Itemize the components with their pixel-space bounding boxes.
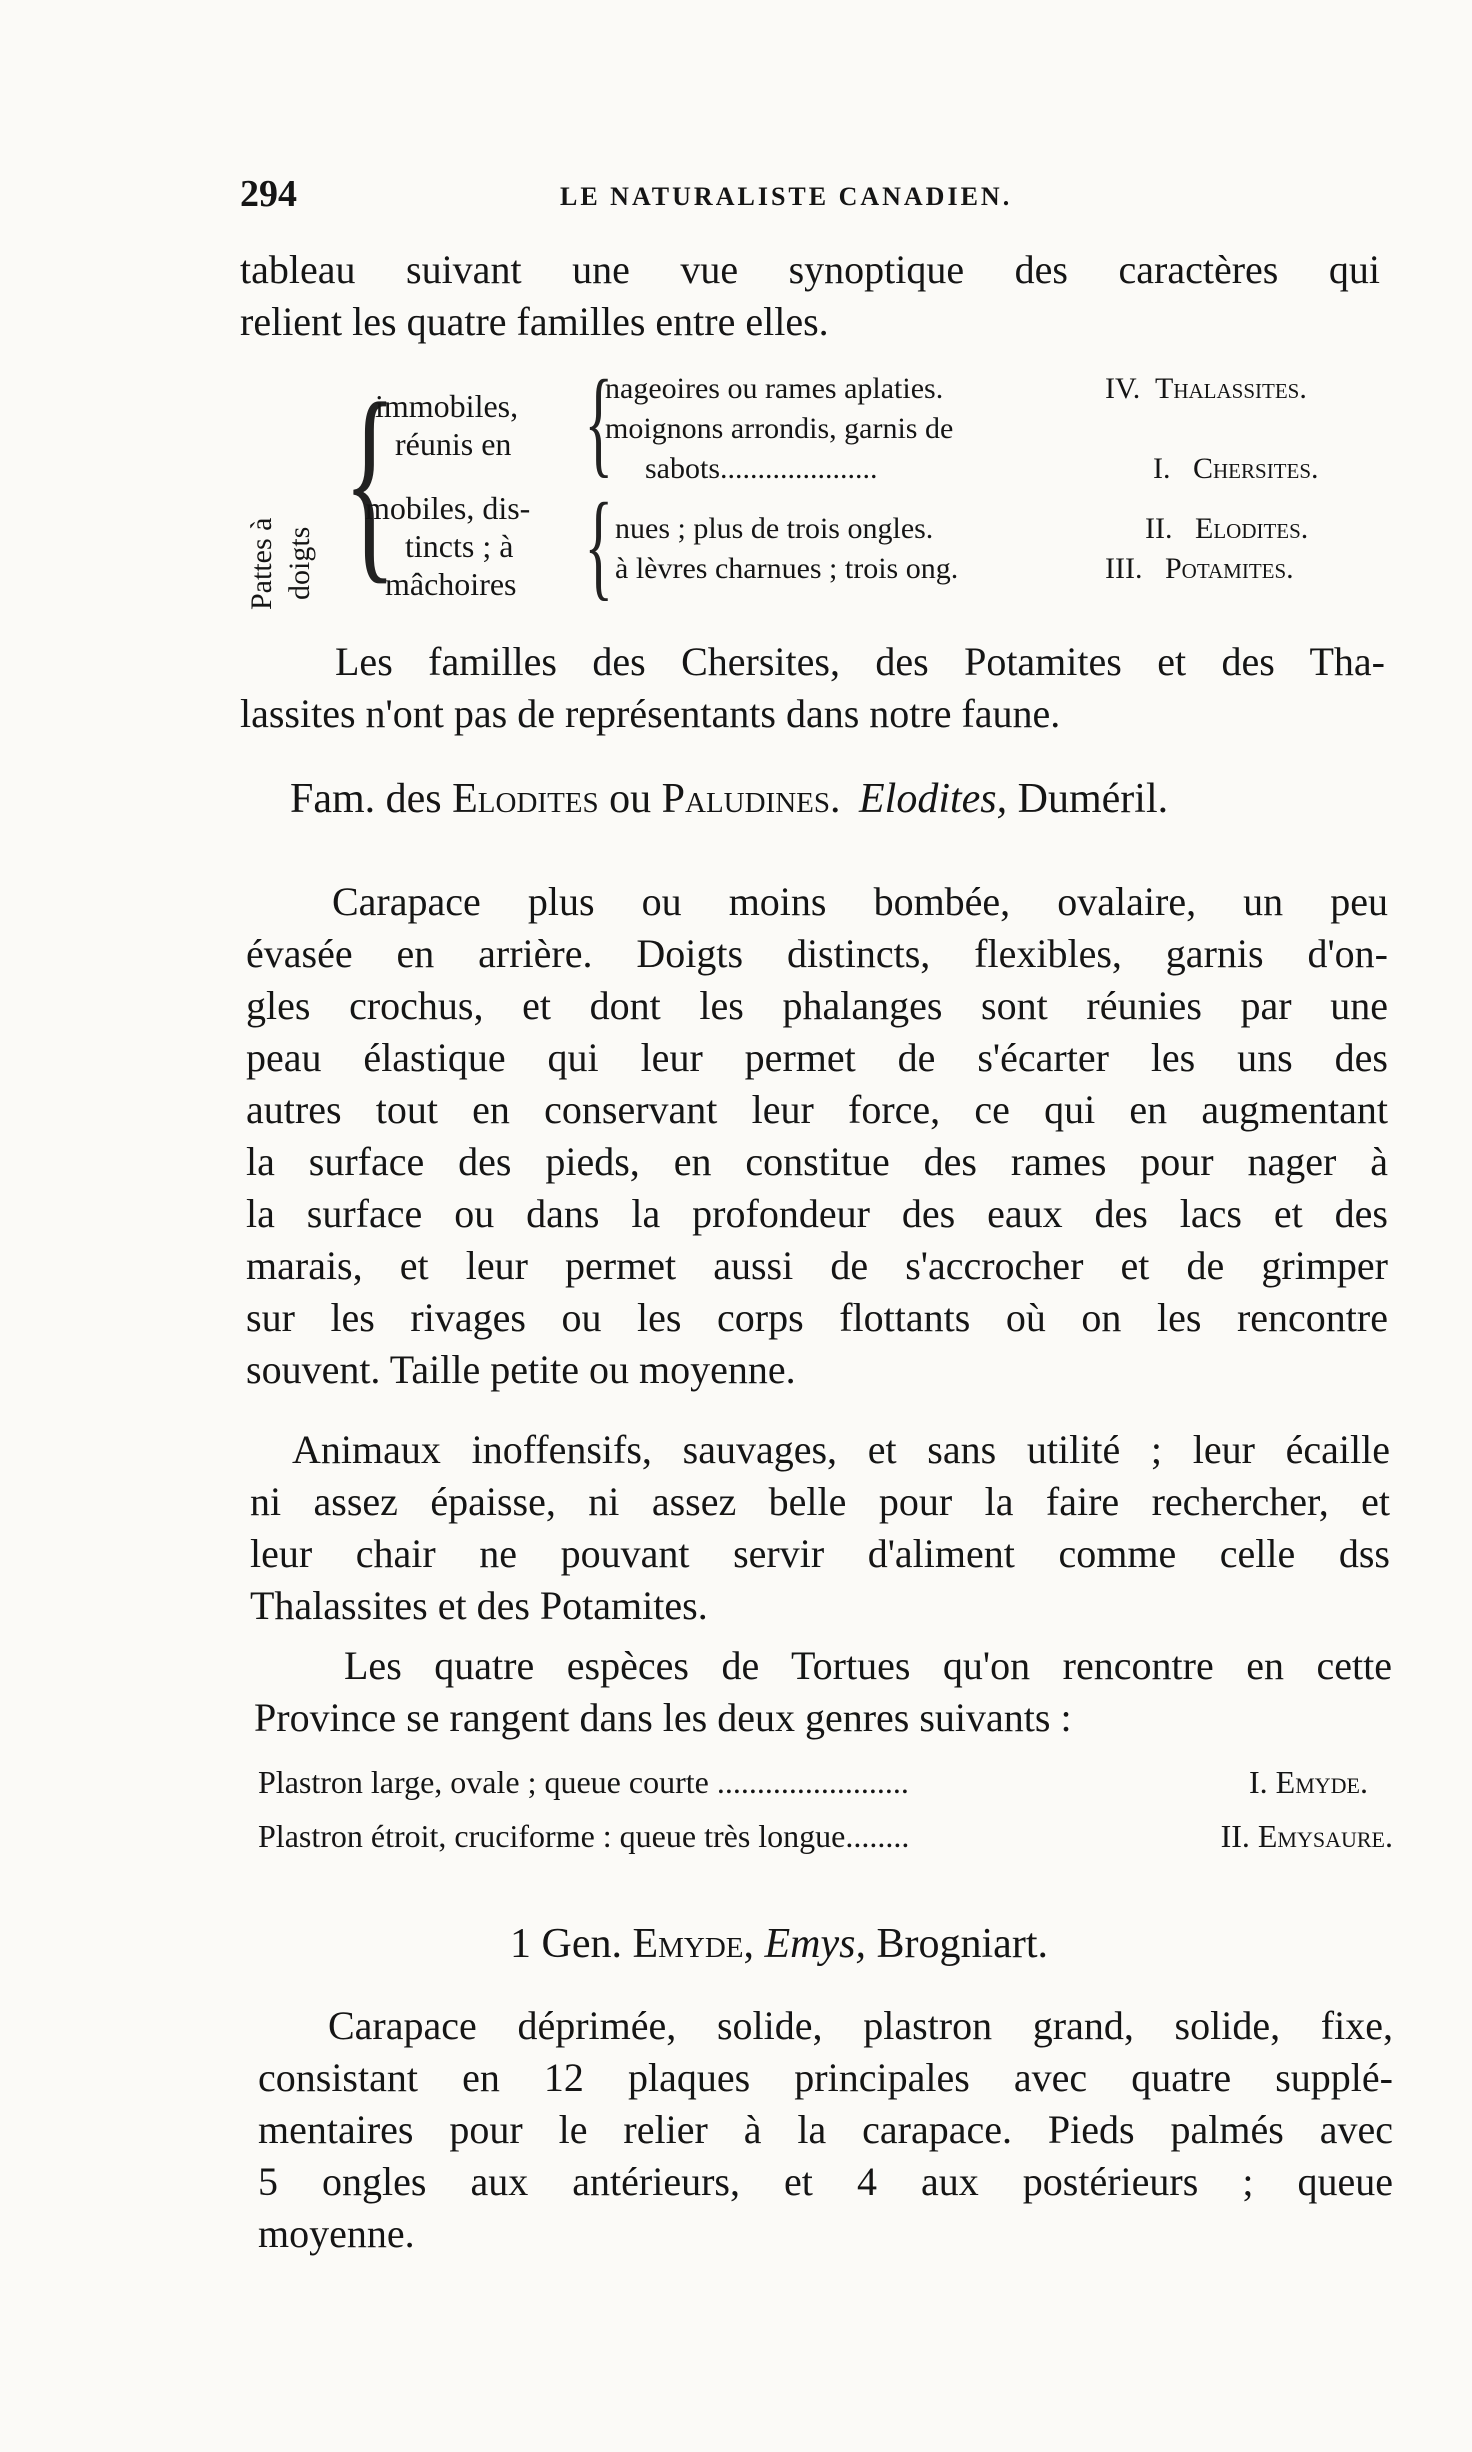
intro-paragraph: [240, 244, 1380, 348]
text-line: sur les rivages ou les corps flottants où on les rencontre: [246, 1295, 1388, 1340]
text-line: Carapace déprimée, solide, plastron grand, solide, fixe,: [328, 2003, 1393, 2048]
brace-group-1: {: [584, 355, 614, 488]
text-line: la surface des pieds, en constitue des rames pour nager à: [246, 1139, 1388, 1184]
synoptic-table: Pattes à doigts { immobiles, réunis en { mobiles, dis- tincts ; à mâchoires { nageoires ou rames aplaties. IV. Thalassites. moignons arrondis, garnis de sabots..................... I. Chersites. nues ; plus de trois ongles. II. Elodites. à lèvres charnues ; trois ong. III. Potamites.: [235, 360, 1395, 620]
text-line: Carapace plus ou moins bombée, ovalaire, un peu: [332, 879, 1388, 924]
text-line: mentaires pour le relier à la carapace. Pieds palmés avec: [258, 2107, 1393, 2152]
text-line: moyenne.: [258, 2211, 415, 2256]
text-line: 5 ongles aux antérieurs, et 4 aux postérieurs ; queue: [258, 2159, 1393, 2204]
paragraph-especes: [254, 1640, 1392, 1744]
latin-name: Emys,: [764, 1921, 867, 1967]
genus-key-row: Plastron large, ovale ; queue courte ........................ I. Emyde.: [258, 1764, 1368, 1800]
text-line: tableau suivant une vue synoptique des caractères qui: [240, 247, 1380, 292]
paragraph-carapace: [246, 876, 1388, 1396]
root-brace: {: [343, 370, 397, 600]
family-name: Elodites: [452, 776, 599, 822]
text-line: leur chair ne pouvant servir d'aliment comme celle dss: [250, 1531, 1390, 1576]
paragraph-genus: [258, 2000, 1393, 2260]
paragraph-animaux: [250, 1424, 1390, 1632]
running-title: LE NATURALISTE CANADIEN.: [560, 182, 1013, 211]
page-number: 294: [240, 173, 297, 215]
family-synonym: Paludines.: [661, 776, 841, 822]
text-line: Les familles des Chersites, des Potamites et des Tha-: [335, 639, 1385, 684]
genus-heading: 1 Gen. Emyde, Emys, Brogniart.: [510, 1921, 1048, 1967]
text-line: évasée en arrière. Doigts distincts, flexibles, garnis d'on-: [246, 931, 1388, 976]
family-heading: Fam. des Elodites ou Paludines. Elodites, Duméril.: [290, 776, 1169, 822]
text-line: Les quatre espèces de Tortues qu'on rencontre en cette: [344, 1643, 1392, 1688]
paragraph-absent: [240, 636, 1385, 740]
text-line: Animaux inoffensifs, sauvages, et sans utilité ; leur écaille: [292, 1427, 1390, 1472]
text-line: Province se rangent dans les deux genres suivants :: [254, 1695, 1072, 1740]
genus-name: Emyde,: [632, 1921, 755, 1967]
text-line: relient les quatre familles entre elles.: [240, 299, 829, 344]
text-line: marais, et leur permet aussi de s'accrocher et de grimper: [246, 1243, 1388, 1288]
text-line: la surface ou dans la profondeur des eaux des lacs et des: [246, 1191, 1388, 1236]
text-line: peau élastique qui leur permet de s'écarter les uns des: [246, 1035, 1388, 1080]
text-line: ni assez épaisse, ni assez belle pour la faire rechercher, et: [250, 1479, 1390, 1524]
text-line: souvent. Taille petite ou moyenne.: [246, 1347, 796, 1392]
text-line: lassites n'ont pas de représentants dans notre faune.: [240, 691, 1061, 736]
text-line: autres tout en conservant leur force, ce qui en augmentant: [246, 1087, 1388, 1132]
text-line: gles crochus, et dont les phalanges sont réunies par une: [246, 983, 1388, 1028]
page-header: [240, 172, 1380, 222]
author: Duméril.: [1017, 776, 1169, 822]
brace-group-2: {: [584, 478, 614, 611]
text-line: Thalassites et des Potamites.: [250, 1583, 708, 1628]
latin-name: Elodites,: [859, 776, 1008, 822]
text-line: consistant en 12 plaques principales avec quatre supplé-: [258, 2055, 1393, 2100]
author: Brogniart.: [876, 1921, 1048, 1967]
root-label: Pattes à doigts: [245, 517, 316, 610]
genus-key-row: Plastron étroit, cruciforme : queue très longue........ II. Emysaure.: [258, 1818, 1393, 1854]
